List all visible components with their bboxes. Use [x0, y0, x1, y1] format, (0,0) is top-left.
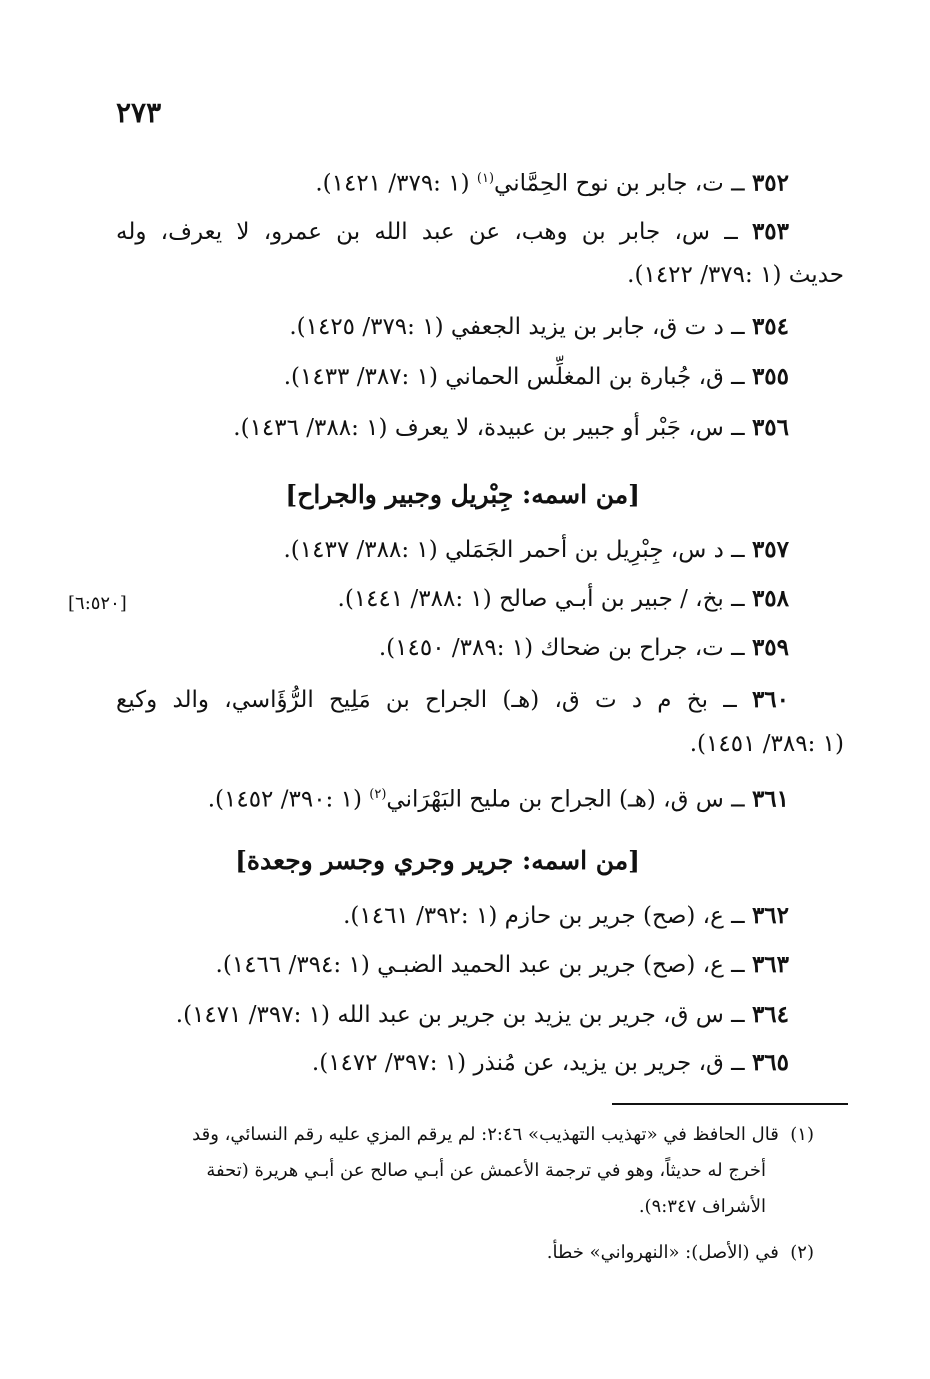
- entry-number: ٣٦٢: [751, 902, 789, 929]
- entry-text: ــ س ق، (هـ) الجراح بن مليح البَهْرَاني: [386, 786, 752, 813]
- entry-text: ــ س، جَبْر أو جبير بن عبيدة، لا يعرف (١ :٣٨٨/ ١٤٣٦).: [233, 415, 752, 441]
- entry-354: [289, 299, 789, 355]
- footnote-separator: [612, 1103, 848, 1105]
- entry-number: ٣٦١: [751, 785, 789, 813]
- entry-359: [379, 620, 789, 676]
- entry-number: ٣٥٣: [751, 218, 789, 245]
- footnote-line: أخرج له حديثاً، وهو في ترجمة الأعمش عن أبـي صالح عن أبـي هريرة (تحفة: [206, 1160, 766, 1181]
- entry-number: ٣٥٧: [751, 536, 789, 563]
- entry-number: ٣٥٦: [751, 414, 789, 441]
- entry-text: ــ ت، جابر بن نوح الحِمَّاني: [494, 170, 752, 197]
- entry-text: ــ س، جابر بن وهب، عن عبد الله بن عمرو، لا يعرف، وله: [116, 219, 752, 245]
- entry-353-continuation: حديث (١ :٣٧٩/ ١٤٢٢).: [627, 262, 844, 288]
- footnote-line: [120, 1117, 814, 1153]
- entry-number: ٣٦٤: [751, 1001, 789, 1028]
- entry-360-continuation: (١ :٣٨٩/ ١٤٥١).: [689, 731, 844, 757]
- entry-number: ٣٥٩: [751, 634, 789, 661]
- entry-362: [343, 888, 789, 944]
- entry-text-tail: (١ :٣٩٠/ ١٤٥٢).: [207, 786, 370, 813]
- entry-text: ــ د ت ق، جابر بن يزيد الجعفي (١ :٣٧٩/ ١٤٢٥).: [289, 314, 752, 340]
- entry-365: [312, 1035, 789, 1091]
- footnote-text: قال الحافظ في «تهذيب التهذيب» ٢:٤٦: لم يرقم المزي عليه رقم النسائي، وقد: [192, 1124, 779, 1145]
- entry-number: ٣٥٨: [751, 585, 789, 612]
- entry-text: ــ ت، جراح بن ضحاك (١ :٣٨٩/ ١٤٥٠).: [378, 635, 752, 661]
- entry-363: [216, 937, 789, 993]
- section-heading: [من اسمه: جِبْريل وجبير والجراح]: [285, 480, 640, 509]
- page-number: ٢٧٣: [116, 96, 162, 129]
- entry-text: ــ د س، جِبْرِيل بن أحمر الجَمَلي (١ :٣٨٨/ ١٤٣٧).: [283, 537, 752, 563]
- entry-number: ٣٥٢: [751, 169, 789, 197]
- footnote-text: في (الأصل): «النهرواني» خطأ.: [546, 1242, 779, 1263]
- entry-text: ــ ق، جُبارة بن المغلِّس الحماني (١ :٣٨٧/ ١٤٣٣).: [283, 364, 752, 390]
- entry-text: ــ بخ، / جبير بن أبـي صالح (١ :٣٨٨/ ١٤٤١).: [337, 586, 752, 612]
- margin-note: [٦:٥٢٠]: [68, 593, 127, 614]
- entry-number: ٣٦٥: [751, 1049, 789, 1076]
- section-heading: [من اسمه: جرير وجري وجسر وجعدة]: [235, 846, 640, 875]
- entry-text: ــ ع، (صح) جرير بن عبد الحميد الضبـي (١ :٣٩٤/ ١٤٦٦).: [215, 952, 752, 978]
- entry-357: [283, 522, 789, 578]
- entry-358: [338, 571, 789, 627]
- entry-number: ٣٦٣: [751, 951, 789, 978]
- footnote-number: (١): [790, 1124, 814, 1145]
- entry-352: [315, 151, 789, 212]
- entry-text: ــ بخ م د ت ق، (هـ) الجراح بن مَلِيح الرُّؤَاسي، والد وكيع: [116, 687, 752, 713]
- footnote-line: الأشراف ٩:٣٤٧).: [638, 1196, 766, 1217]
- entry-text: ــ س ق، جرير بن يزيد بن جرير بن عبد الله (١ :٣٩٧/ ١٤٧١).: [175, 1002, 752, 1028]
- entry-355: [284, 349, 789, 405]
- entry-number: ٣٥٤: [751, 313, 789, 340]
- entry-text-tail: (١ :٣٧٩/ ١٤٢١).: [315, 170, 477, 197]
- footnote-ref: (١): [476, 171, 495, 186]
- entry-text: ــ ع، (صح) جرير بن حازم (١ :٣٩٢/ ١٤٦١).: [343, 903, 752, 929]
- footnote-1: [120, 1117, 814, 1225]
- entry-356: [233, 400, 789, 456]
- entry-number: ٣٥٥: [751, 363, 789, 390]
- footnote-number: (٢): [790, 1242, 814, 1263]
- entry-number: ٣٦٠: [751, 686, 789, 713]
- entry-360: [116, 672, 789, 728]
- footnote-ref: (٢): [369, 787, 387, 802]
- entry-text: ــ ق، جرير بن يزيد، عن مُنذر (١ :٣٩٧/ ١٤٧٢).: [311, 1050, 752, 1076]
- entry-361: [208, 767, 789, 828]
- footnote-2: [120, 1235, 814, 1271]
